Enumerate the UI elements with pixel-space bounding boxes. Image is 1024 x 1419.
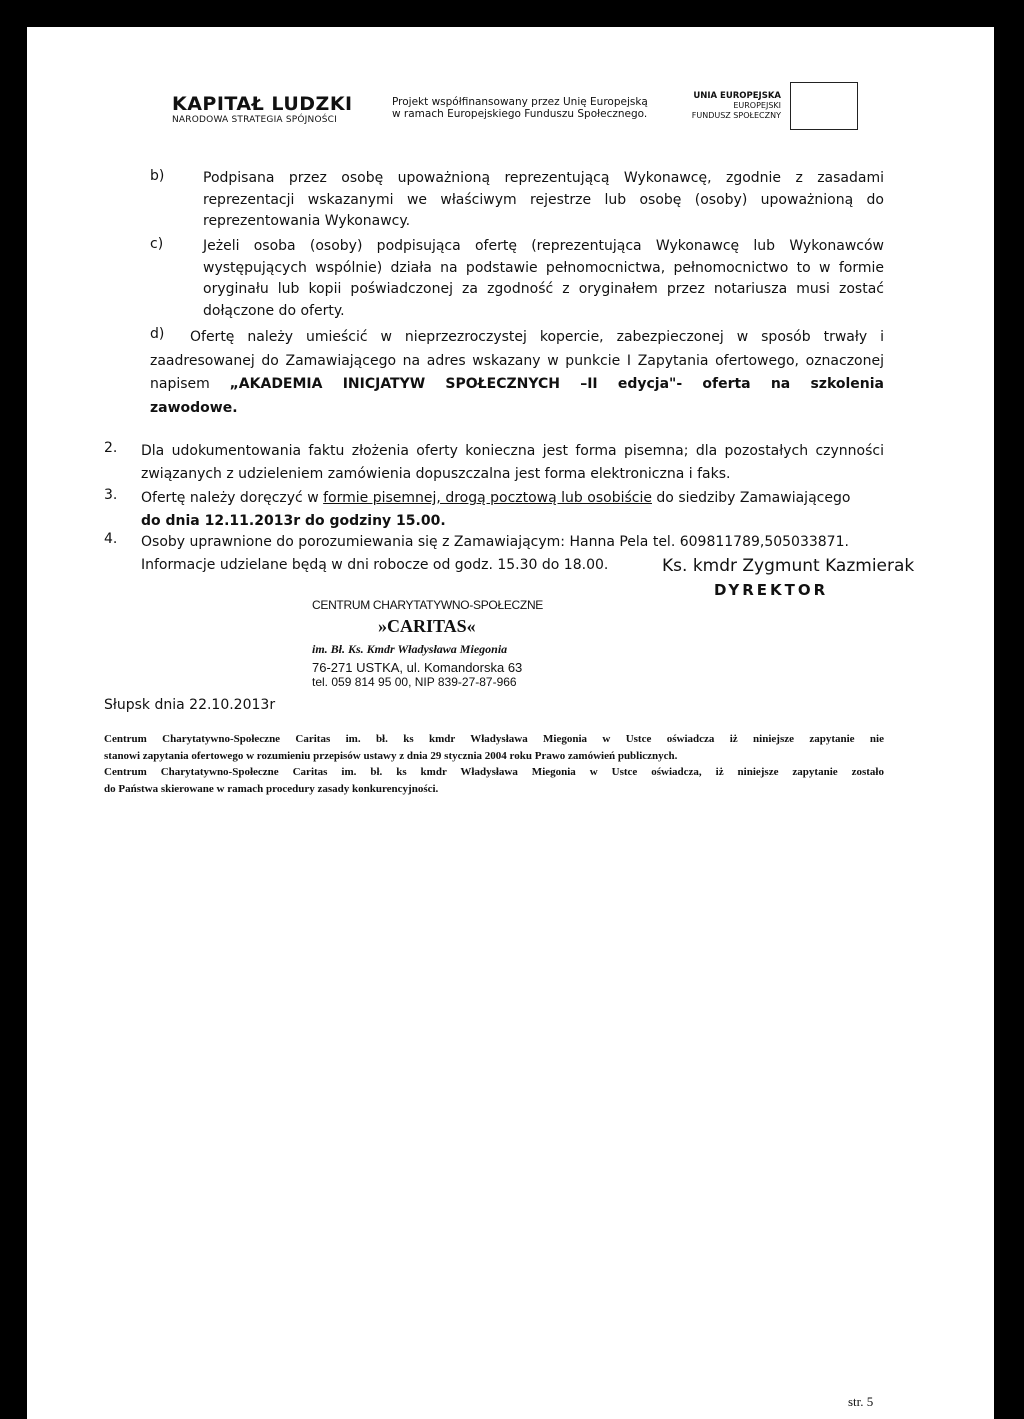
- project-cofinancing-note: Projekt współfinansowany przez Unię Europejską w ramach Europejskiego Funduszu Społecznego.: [392, 96, 648, 120]
- eu-flag-icon: [790, 82, 858, 130]
- item-c-marker: c): [150, 236, 164, 252]
- item-3-text: Ofertę należy doręczyć w formie pisemnej, drogą pocztową lub osobiście do siedziby Zamawiającego do dnia 12.11.2013r do godziny 15.00.: [141, 490, 851, 529]
- item-d-text: Ofertę należy umieścić w nieprzezroczystej kopercie, zabezpieczonej w sposób trwały i zaadresowanej do Zamawiającego na adres wskazany w punkcie I Zapytania ofertowego, oznaczonej napisem „AKADEMIA INICJATYW SPOŁECZNYCH –II edycja"- oferta na szkolenia zawodowe.: [150, 329, 885, 416]
- signature-title: DYREKTOR: [714, 581, 829, 599]
- item-b-text: Podpisana przez osobę upoważnioną reprezentującą Wykonawcę, zgodnie z zasadami reprezentacji wskazanymi we właściwym rejestrze lub osobę (osoby) upoważnioną do reprezentowania Wykonawcy.: [203, 170, 884, 229]
- item-3-number: 3.: [104, 487, 118, 503]
- item-2-number: 2.: [104, 440, 118, 456]
- eu-fund-label: UNIA EUROPEJSKA EUROPEJSKI FUNDUSZ SPOŁECZNY: [691, 91, 781, 120]
- kapital-ludzki-subtitle: NARODOWA STRATEGIA SPÓJNOŚCI: [172, 115, 337, 125]
- item-2-text: Dla udokumentowania faktu złożenia oferty konieczna jest forma pisemna; dla pozostałych czynności związanych z udzieleniem zamówienia dopuszczalna jest forma elektroniczna i faks.: [141, 443, 884, 482]
- kapital-ludzki-logo: KAPITAŁ LUDZKI: [172, 93, 353, 115]
- caritas-stamp: CENTRUM CHARYTATYWNO-SPOŁECZNE »CARITAS« im. Bł. Ks. Kmdr Władysława Miegonia 76-271 USTKA, ul. Komandorska 63 tel. 059 814 95 00, NIP 839-27-87-966: [312, 598, 544, 689]
- disclaimer-note: Centrum Charytatywno-Społeczne Caritas im. bł. ks kmdr Władysława Miegonia w Ustce oświadcza iż niniejsze zapytanie nie stanowi zapytania ofertowego w rozumieniu przepisów ustawy z dnia 29 stycznia 2004 roku Prawo zamówień publicznych. Centrum Charytatywno-Społeczne Caritas im. bł. ks kmdr Władysława Miegonia w Ustce oświadcza, iż niniejsze zapytanie zostało do Państwa skierowane w ramach procedury zasady konkurencyjności.: [104, 733, 884, 795]
- item-d-marker: d): [150, 326, 165, 342]
- signature-name: Ks. kmdr Zygmunt Kazmierak: [662, 556, 915, 576]
- place-date: Słupsk dnia 22.10.2013r: [104, 697, 276, 713]
- item-c-text: Jeżeli osoba (osoby) podpisująca ofertę (reprezentująca Wykonawcę lub Wykonawców występujących wspólnie) działa na podstawie pełnomocnictwa, pełnomocnictwo to w formie oryginału lub kopii poświadczonej za zgodność z oryginałem przez notariusza musi zostać dołączone do oferty.: [203, 238, 884, 319]
- item-b-marker: b): [150, 168, 165, 184]
- item-4-text: Osoby uprawnione do porozumiewania się z Zamawiającym: Hanna Pela tel. 609811789,505033871. Informacje udzielane będą w dni robocze od godz. 15.30 do 18.00.: [141, 534, 849, 573]
- page-number: str. 5: [848, 1394, 874, 1409]
- item-4-number: 4.: [104, 531, 118, 547]
